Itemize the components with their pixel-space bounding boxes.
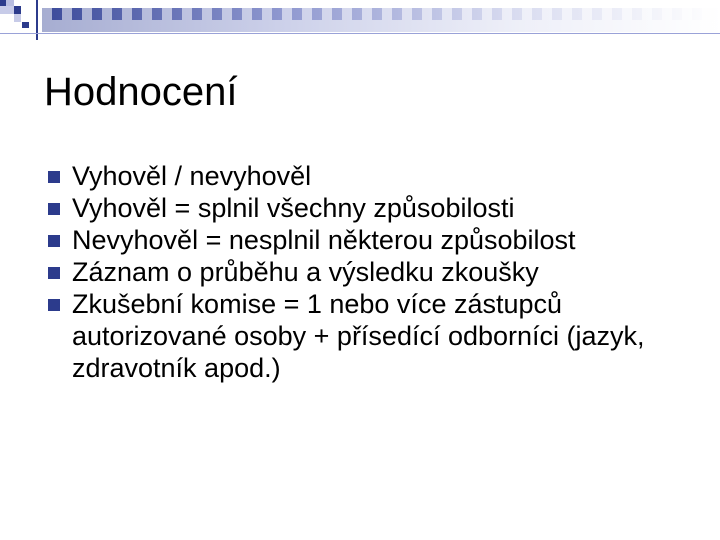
bullet-text: Zkušební komise = 1 nebo více zástupců autorizované osoby + přísedící odborníci (jazyk, zdravotník apod.) (72, 289, 645, 383)
square-bullet-icon (48, 203, 60, 215)
header-band (42, 8, 720, 32)
header-horizontal-rule (0, 33, 720, 34)
bullet-text: Vyhověl / nevyhověl (72, 161, 312, 191)
square-bullet-icon (48, 235, 60, 247)
bullet-text: Nevyhověl = nesplnil některou způsobilost (72, 225, 576, 255)
square-bullet-icon (48, 171, 60, 183)
decor-square-dark-2 (14, 6, 21, 14)
bullet-item (48, 192, 698, 224)
slide-title: Hodnocení (44, 70, 238, 114)
square-bullet-icon (48, 299, 60, 311)
decor-square-light-2 (0, 6, 14, 14)
bullet-text: Záznam o průběhu a výsledku zkoušky (72, 257, 539, 287)
bullet-item (48, 288, 698, 384)
decor-square-dark-3 (22, 22, 29, 28)
decor-square-light-3 (14, 14, 21, 22)
square-bullet-icon (48, 267, 60, 279)
bullet-item (48, 224, 698, 256)
bullet-list (48, 160, 698, 384)
bullet-text: Vyhověl = splnil všechny způsobilosti (72, 193, 515, 223)
header-vertical-rule (36, 0, 38, 40)
bullet-item (48, 160, 698, 192)
bullet-item (48, 256, 698, 288)
